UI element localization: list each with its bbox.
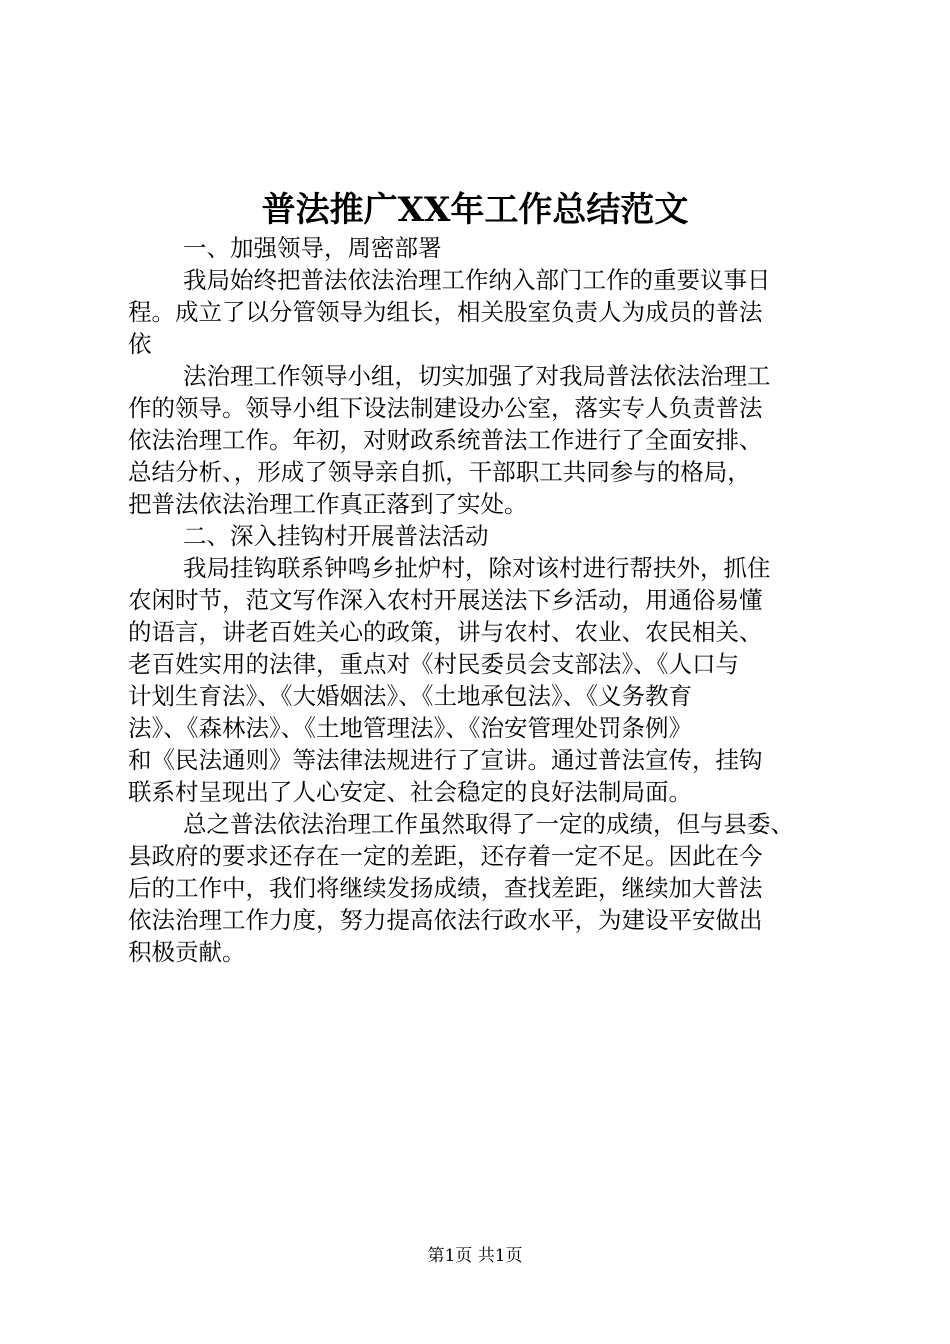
paragraph-line: 计划生育法》、《大婚姻法》、《土地承包法》、《义务教育 <box>128 682 692 710</box>
paragraph-line: 联系村呈现出了人心安定、社会稳定的良好法制局面。 <box>128 778 692 806</box>
paragraph-line: 农闲时节，范文写作深入农村开展送法下乡活动，用通俗易懂 <box>128 586 763 614</box>
paragraph-line: 老百姓实用的法律，重点对《村民委员会支部法》、《人口与 <box>128 650 739 678</box>
paragraph-line: 法治理工作领导小组，切实加强了对我局普法依法治理工 <box>183 362 771 390</box>
paragraph-line: 作的领导。领导小组下设法制建设办公室，落实专人负责普法 <box>128 394 763 422</box>
paragraph-line: 法》、《森林法》、《土地管理法》、《治安管理处罚条例》 <box>128 714 692 742</box>
paragraph-line: 依法治理工作力度，努力提高依法行政水平，为建设平安做出 <box>128 906 763 934</box>
paragraph-line: 依法治理工作。年初，对财政系统普法工作进行了全面安排、 <box>128 426 763 454</box>
paragraph-line: 和《民法通则》等法律法规进行了宣讲。通过普法宣传，挂钩 <box>128 746 763 774</box>
section-heading-1: 一、加强领导，周密部署 <box>183 234 442 262</box>
paragraph-line: 县政府的要求还存在一定的差距，还存着一定不足。因此在今 <box>128 842 763 870</box>
paragraph-line: 依 <box>128 330 152 358</box>
document-body <box>128 232 828 968</box>
page-footer: 第1页 共1页 <box>427 1246 523 1266</box>
paragraph-line: 我局始终把普法依法治理工作纳入部门工作的重要议事日 <box>183 266 771 294</box>
document-title: 普法推广XX年工作总结范文 <box>261 190 689 230</box>
paragraph-line: 总之普法依法治理工作虽然取得了一定的成绩，但与县委、 <box>183 810 794 838</box>
paragraph-line: 程。成立了以分管领导为组长，相关股室负责人为成员的普法 <box>128 298 763 326</box>
section-heading-2: 二、深入挂钩村开展普法活动 <box>183 522 489 550</box>
paragraph-line: 积极贡献。 <box>128 938 246 966</box>
paragraph-line: 后的工作中，我们将继续发扬成绩，查找差距，继续加大普法 <box>128 874 763 902</box>
paragraph-line: 的语言，讲老百姓关心的政策，讲与农村、农业、农民相关、 <box>128 618 763 646</box>
paragraph-line: 把普法依法治理工作真正落到了实处。 <box>128 490 528 518</box>
paragraph-line: 我局挂钩联系钟鸣乡扯炉村，除对该村进行帮扶外，抓住 <box>183 554 771 582</box>
paragraph-line: 总结分析、，形成了领导亲自抓，干部职工共同参与的格局， <box>128 458 751 486</box>
